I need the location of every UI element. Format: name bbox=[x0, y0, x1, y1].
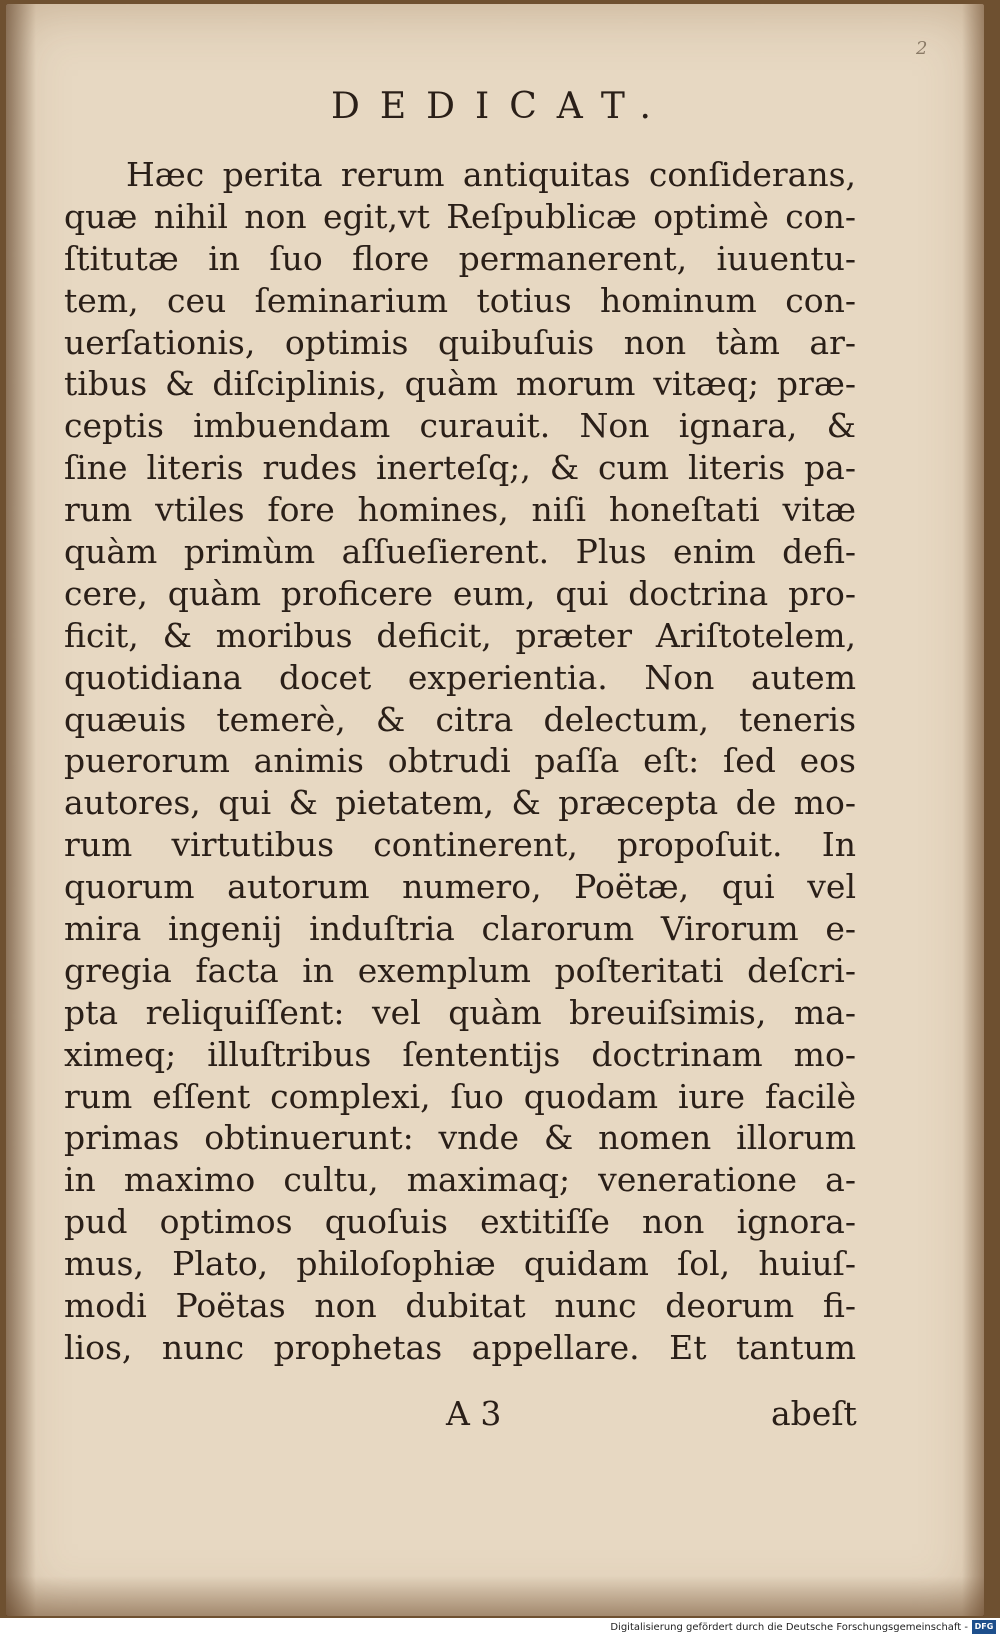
page-heading: DEDICAT. bbox=[331, 86, 671, 127]
text-line: primas obtinuerunt: vnde & nomen illorum bbox=[64, 1118, 856, 1158]
folio-number: 2 bbox=[916, 38, 928, 59]
text-line: in maximo cultu, maximaq; veneratione a- bbox=[64, 1160, 856, 1200]
text-line: ſine literis rudes inerteſq;, & cum literis pa- bbox=[64, 448, 856, 488]
page-bottom-shadow bbox=[6, 1576, 984, 1616]
signature-mark: A 3 bbox=[446, 1394, 502, 1433]
text-line: tem, ceu ſeminarium totius hominum con- bbox=[64, 280, 856, 320]
text-line: ximeq; illuſtribus ſententijs doctrinam mo- bbox=[64, 1034, 856, 1074]
text-line: quàm primùm aſſueſierent. Plus enim defi- bbox=[64, 532, 856, 572]
text-line: Hæc perita rerum antiquitas conſiderans, bbox=[126, 155, 856, 194]
text-line: rum eſſent complexi, ſuo quodam iure facilè bbox=[64, 1076, 856, 1116]
text-line: ceptis imbuendam curauit. Non ignara, & bbox=[64, 406, 856, 446]
dfg-logo: DFG bbox=[972, 1620, 996, 1634]
text-line: modi Poëtas non dubitat nunc deorum fi- bbox=[64, 1286, 856, 1326]
text-line: puerorum animis obtrudi paſſa eſt: ſed eos bbox=[64, 741, 856, 781]
text-line: gregia facta in exemplum poſteritati deſcri- bbox=[64, 950, 856, 990]
text-line: quæ nihil non egit,vt Reſpublicæ optimè con- bbox=[64, 196, 856, 236]
text-line: quorum autorum numero, Poëtæ, qui vel bbox=[64, 867, 856, 907]
text-line: mus, Plato, philoſophiæ quidam ſol, huiuſ- bbox=[64, 1244, 856, 1284]
text-line: ficit, & moribus deficit, præter Ariſtotelem, bbox=[64, 615, 856, 655]
book-page bbox=[6, 4, 984, 1616]
text-line: pta reliquiſſent: vel quàm breuiſsimis, ma- bbox=[64, 992, 856, 1032]
text-line: rum virtutibus continerent, propoſuit. In bbox=[64, 825, 856, 865]
text-line: uerſationis, optimis quibuſuis non tàm ar- bbox=[64, 322, 856, 362]
page-edge-shadow bbox=[962, 4, 984, 1616]
text-line: ſtitutæ in ſuo flore permanerent, iuuentu- bbox=[64, 238, 856, 278]
text-line: pud optimos quoſuis extitiſſe non ignora- bbox=[64, 1202, 856, 1242]
funding-credit: Digitalisierung gefördert durch die Deutsche Forschungsgemeinschaft - bbox=[610, 1622, 968, 1633]
text-line: lios, nunc prophetas appellare. Et tantum bbox=[64, 1327, 856, 1367]
catchword: abeſt bbox=[771, 1394, 857, 1433]
text-line: quotidiana docet experientia. Non autem bbox=[64, 657, 856, 697]
text-line: quæuis temerè, & citra delectum, teneris bbox=[64, 699, 856, 739]
text-line: autores, qui & pietatem, & præcepta de mo- bbox=[64, 783, 856, 823]
text-line: cere, quàm proficere eum, qui doctrina pro- bbox=[64, 573, 856, 613]
body-text bbox=[64, 154, 856, 1369]
spine-shadow bbox=[6, 4, 36, 1616]
text-line: mira ingenij induſtria clarorum Virorum e- bbox=[64, 909, 856, 949]
text-line: tibus & diſciplinis, quàm morum vitæq; præ- bbox=[64, 364, 856, 404]
text-line: rum vtiles fore homines, niſi honeſtati vitæ bbox=[64, 490, 856, 530]
